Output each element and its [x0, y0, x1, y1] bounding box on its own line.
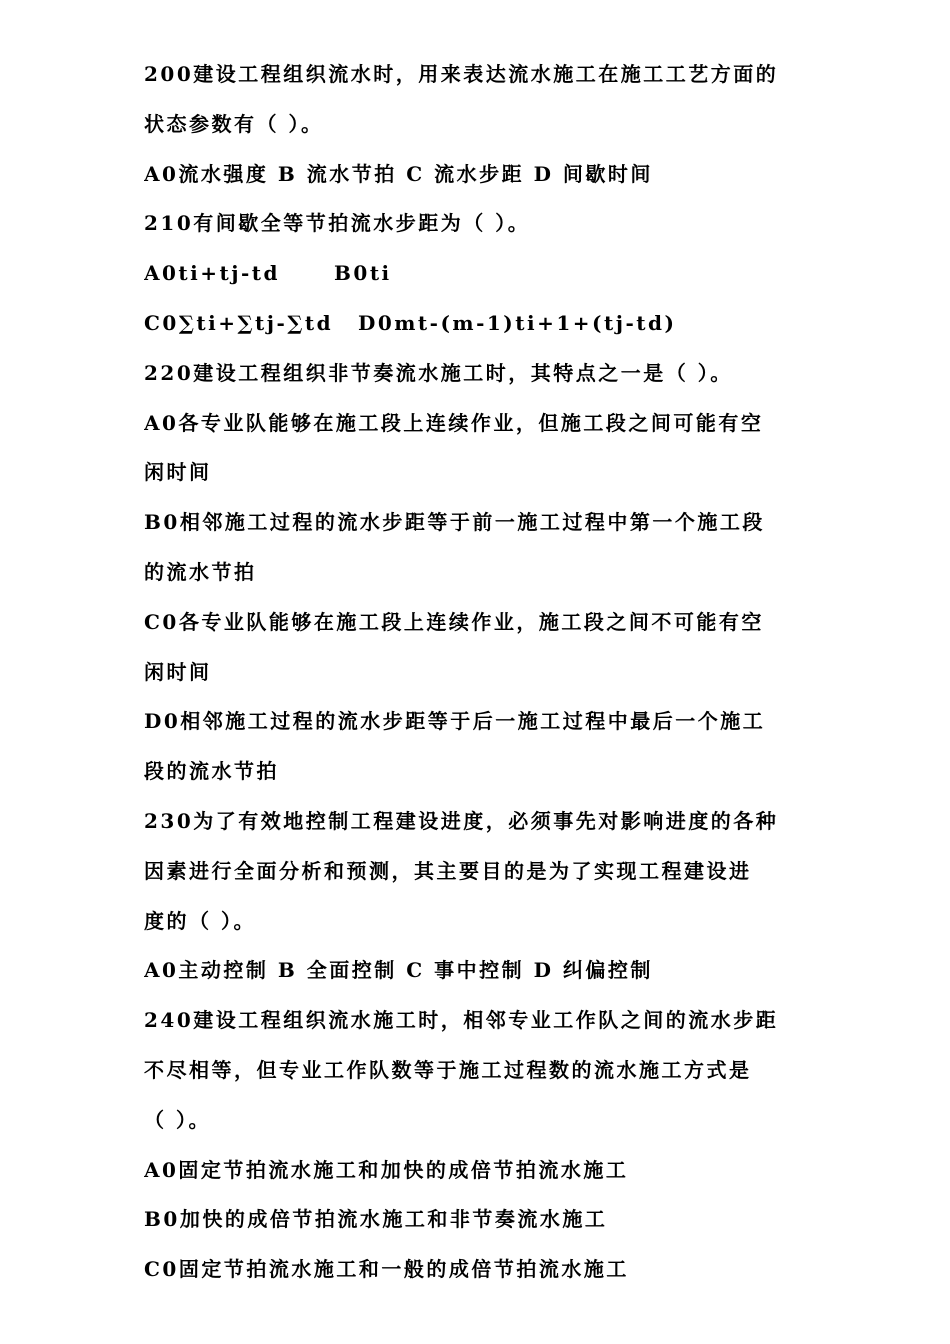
q22-option-c-line-1: C0各专业队能够在施工段上连续作业，施工段之间不可能有空: [144, 609, 764, 634]
q23-stem-line-1: 230为了有效地控制工程建设进度，必须事先对影响进度的各种: [144, 808, 779, 833]
q22-option-a-line-2: 闲时间: [144, 460, 212, 485]
q22-option-c-line-2: 闲时间: [144, 659, 212, 684]
q20-options: A0流水强度 B 流水节拍 C 流水步距 D 间歇时间: [144, 161, 653, 186]
q20-stem-line-1: 200建设工程组织流水时，用来表达流水施工在施工工艺方面的: [144, 62, 779, 86]
q22-option-d-line-1: D0相邻施工过程的流水步距等于后一施工过程中最后一个施工: [144, 709, 766, 734]
q24-stem-line-3: （ ）。: [144, 1107, 211, 1132]
q21-option-b: B0ti: [334, 261, 392, 286]
q23-options: A0主动控制 B 全面控制 C 事中控制 D 纠偏控制: [144, 958, 653, 983]
document-page: [144, 50, 824, 1295]
q24-stem-line-1: 240建设工程组织流水施工时，相邻专业工作队之间的流水步距: [144, 1008, 779, 1033]
q24-stem-line-2: 不尽相等，但专业工作队数等于施工过程数的流水施工方式是: [144, 1057, 752, 1082]
q22-option-a-line-1: A0各专业队能够在施工段上连续作业，但施工段之间可能有空: [144, 410, 764, 435]
q20-stem-line-2: 状态参数有（ ）。: [144, 111, 324, 136]
q23-stem-line-2: 因素进行全面分析和预测，其主要目的是为了实现工程建设进: [144, 858, 752, 883]
q24-option-c: C0固定节拍流水施工和一般的成倍节拍流水施工: [144, 1257, 629, 1282]
q22-option-b-line-2: 的流水节拍: [144, 559, 257, 584]
q21-stem: 210有间歇全等节拍流水步距为（ ）。: [144, 211, 531, 236]
q22-option-d-line-2: 段的流水节拍: [144, 759, 279, 784]
q21-option-d: D0mt-(m-1)ti+1+(tj-td): [358, 310, 677, 335]
q24-option-b: B0加快的成倍节拍流水施工和非节奏流水施工: [144, 1207, 608, 1232]
q21-options-ab: [144, 249, 824, 299]
q24-option-a: A0固定节拍流水施工和加快的成倍节拍流水施工: [144, 1157, 629, 1182]
q22-stem: 220建设工程组织非节奏流水施工时，其特点之一是（ ）。: [144, 360, 733, 385]
q21-option-c: C0∑ti+∑tj-∑td: [144, 310, 334, 335]
q23-stem-line-3: 度的（ ）。: [144, 908, 256, 933]
q21-options-cd: [144, 299, 824, 349]
q21-option-a: A0ti+tj-td: [144, 261, 281, 286]
q22-option-b-line-1: B0相邻施工过程的流水步距等于前一施工过程中第一个施工段: [144, 510, 765, 535]
